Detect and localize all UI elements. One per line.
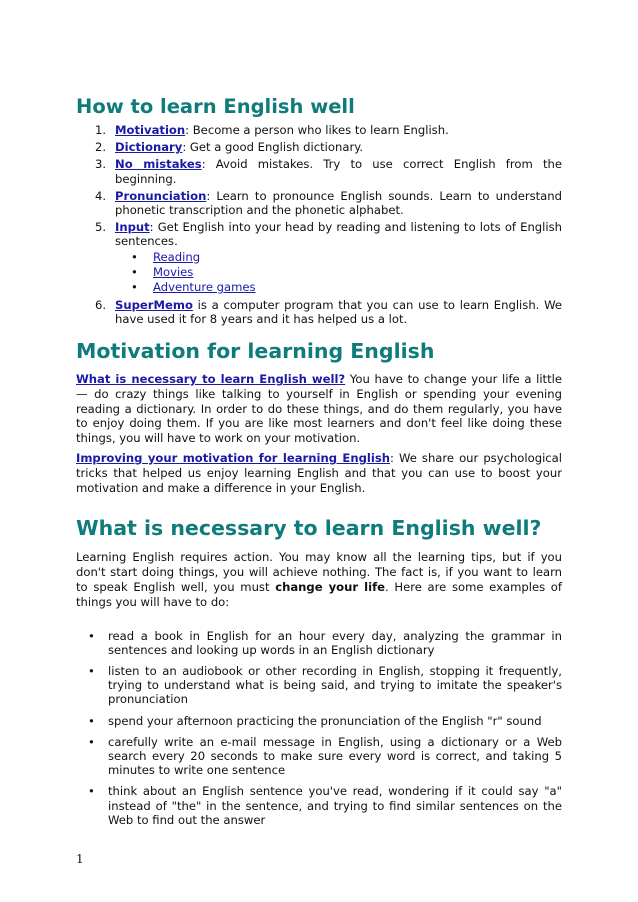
- bullet-icon: •: [88, 664, 95, 678]
- example-item: [76, 664, 562, 707]
- toc-number: 4.: [95, 188, 107, 203]
- toc-text: : Get a good English dictionary.: [182, 140, 364, 155]
- bold-text: change your life: [275, 580, 385, 594]
- toc-number: 3.: [95, 157, 107, 172]
- necessary-paragraph: [76, 550, 562, 609]
- example-text: think about an English sentence you've read, wondering if it could say "a" instead of "the" in the sentence, and trying to find similar sentences on the Web to find out the answer: [108, 784, 562, 827]
- link-adventure-games[interactable]: Adventure games: [153, 279, 256, 294]
- toc-item-input: [76, 220, 562, 294]
- page-number: 1: [76, 852, 84, 866]
- toc-number: 2.: [95, 140, 107, 155]
- subitem-reading: [115, 250, 562, 265]
- toc-text: is a computer program that you can use to learn English. We have used it for 8 years and it has helped us a lot.: [115, 297, 562, 326]
- motivation-paragraph-2: [76, 451, 562, 495]
- link-input[interactable]: Input: [115, 220, 150, 235]
- example-item: [76, 784, 562, 827]
- bullet-icon: •: [88, 784, 95, 799]
- bullet-icon: •: [88, 713, 95, 728]
- heading-what-is-necessary: What is necessary to learn English well?: [76, 516, 542, 541]
- example-item: [76, 629, 562, 657]
- link-reading[interactable]: Reading: [153, 249, 201, 264]
- subitem-movies: [115, 265, 562, 280]
- bullet-icon: •: [88, 734, 95, 749]
- toc-number: 5.: [95, 220, 107, 235]
- examples-list: [76, 629, 562, 827]
- link-pronunciation[interactable]: Pronunciation: [115, 188, 207, 203]
- toc-number: 6.: [95, 297, 107, 312]
- bullet-icon: •: [131, 264, 138, 279]
- example-text: read a book in English for an hour every day, analyzing the grammar in sentences and looking up words in an English dictionary: [108, 628, 562, 657]
- paragraph-text: . Here are some examples of things you will have to do:: [76, 580, 562, 609]
- example-text: spend your afternoon practicing the pronunciation of the English "r" sound: [108, 713, 542, 728]
- link-what-is-necessary[interactable]: What is necessary to learn English well?: [76, 372, 346, 387]
- toc-text: : Learn to pronounce English sounds. Learn to understand phonetic transcription and the phonetic alphabet.: [115, 188, 562, 218]
- bullet-icon: •: [131, 249, 138, 264]
- paragraph-text: Learning English requires action. You may know all the learning tips, but if you don't start doing things, you will achieve nothing. The fact is, if you want to learn to speak English well, you must: [76, 550, 562, 594]
- subitem-adventure-games: [115, 280, 562, 295]
- toc-item-motivation: [76, 123, 562, 137]
- link-no-mistakes[interactable]: No mistakes: [115, 157, 202, 172]
- toc-text: : Get English into your head by reading and listening to lots of English sentences.: [115, 220, 562, 249]
- toc-list: [76, 123, 562, 326]
- link-movies[interactable]: Movies: [153, 264, 194, 279]
- link-dictionary[interactable]: Dictionary: [115, 140, 183, 155]
- input-sublist: [115, 250, 562, 295]
- example-item: [76, 735, 562, 778]
- example-text: listen to an audiobook or other recording in English, stopping it frequently, trying to understand what is being said, and trying to imitate the speaker's pronunciation: [108, 664, 562, 707]
- example-text: carefully write an e-mail message in English, using a dictionary or a Web search every 20 seconds to make sure every word is correct, and taking 5 minutes to write one sentence: [108, 734, 562, 778]
- toc-number: 1.: [95, 123, 107, 137]
- bullet-icon: •: [88, 628, 95, 643]
- toc-text: : Avoid mistakes. Try to use correct English from the beginning.: [115, 157, 562, 186]
- motivation-paragraph-1: [76, 372, 562, 446]
- page-content: [76, 95, 562, 834]
- link-improving-motivation[interactable]: Improving your motivation for learning English: [76, 451, 391, 466]
- example-item: [76, 714, 562, 728]
- heading-how-to-learn: How to learn English well: [76, 95, 355, 118]
- toc-item-dictionary: [76, 140, 562, 154]
- toc-text: : Become a person who likes to learn English.: [185, 123, 449, 137]
- link-motivation[interactable]: Motivation: [115, 123, 186, 137]
- toc-item-no-mistakes: [76, 157, 562, 185]
- heading-motivation: Motivation for learning English: [76, 339, 435, 364]
- toc-item-supermemo: [76, 298, 562, 326]
- paragraph-text: You have to change your life a little — do crazy things like talking to yourself in English or spending your evening reading a dictionary. In order to do these things, and do them regularly, you have to enjoy doing them. If you are like most learners and don't feel like doing these things, you will have to work on your motivation.: [76, 372, 563, 446]
- link-supermemo[interactable]: SuperMemo: [115, 297, 193, 312]
- bullet-icon: •: [131, 279, 138, 294]
- toc-item-pronunciation: [76, 189, 562, 217]
- paragraph-text: : We share our psychological tricks that helped us enjoy learning English and that you can use to boost your motivation and make a difference in your English.: [76, 451, 562, 495]
